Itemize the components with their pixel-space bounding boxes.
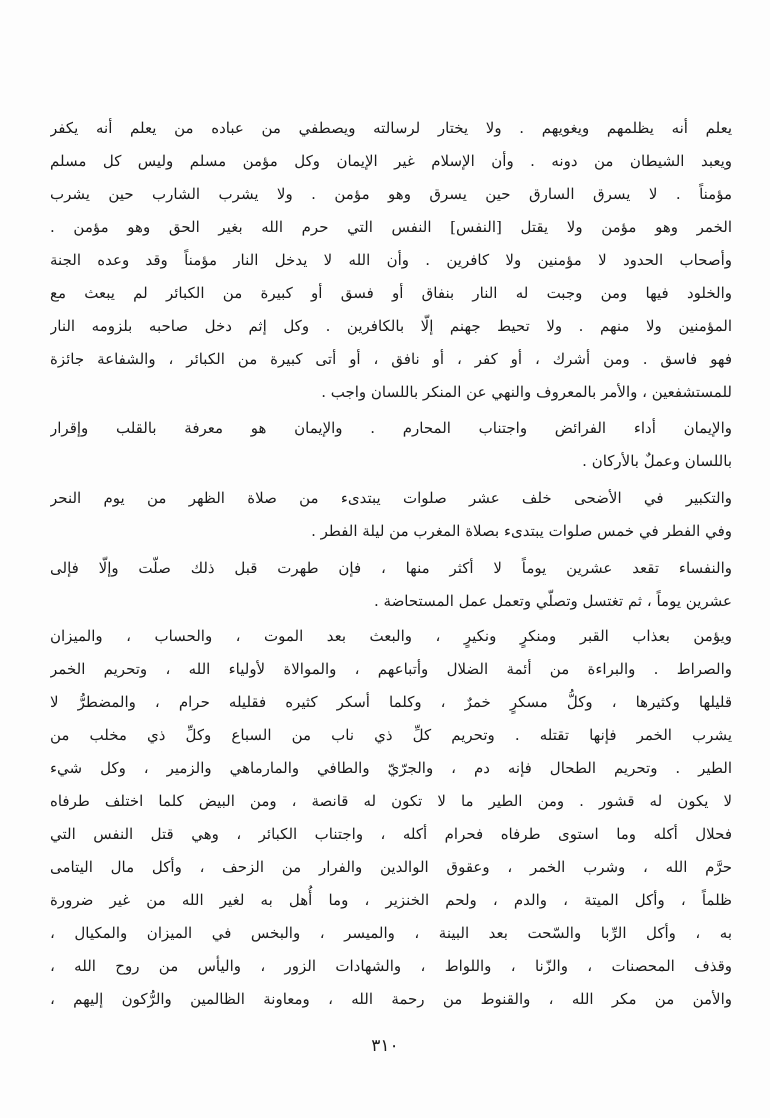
- text-line: لا يكون له قشور . ومن الطير ما لا تكون له قانصة ، ومن البيض كلما اختلف طرفاه: [50, 792, 732, 810]
- text-line: فحلال أكله وما استوى طرفاه فحرام أكله ، واجتناب الكبائر ، وهي قتل النفس التي: [50, 825, 732, 843]
- text-line: ويؤمن بعذاب القبر ومنكرٍ ونكيرٍ ، والبعث بعد الموت ، والحساب ، والميزان: [50, 627, 732, 645]
- text-line: والأمن من مكر الله ، والقنوط من رحمة الله ، ومعاونة الظالمين والرُّكون إليهم ،: [50, 990, 732, 1008]
- paragraph-5: [50, 620, 732, 1016]
- text-line: وقذف المحصنات ، والزّنا ، واللواط ، والشهادات الزور ، واليأس من روح الله ،: [50, 957, 732, 975]
- text-line: حرَّم الله ، وشرب الخمر ، وعقوق الوالدين والفرار من الزحف ، وأكل مال اليتامى: [50, 858, 732, 876]
- text-line: فهو فاسق . ومن أشرك ، أو كفر ، أو نافق ، أو أتى كبيرة من الكبائر ، والشفاعة جائزة: [50, 350, 732, 368]
- text-line: وأصحاب الحدود لا مؤمنين ولا كافرين . وأن الله لا يدخل النار مؤمناً وقد وعده الجنة: [50, 251, 732, 269]
- text-line: ويعبد الشيطان من دونه . وأن الإسلام غير الإيمان وكل مؤمن مسلم وليس كل مسلم: [50, 152, 732, 170]
- text-line: والنفساء تقعد عشرين يوماً لا أكثر منها ، فإن طهرت قبل ذلك صلّت وإلّا فإلى: [50, 559, 732, 577]
- text-line: والصراط . والبراءة من أئمة الضلال وأتباعهم ، والموالاة لأولياء الله ، وتحريم الخمر: [50, 660, 732, 678]
- text-line: مؤمناً . لا يسرق السارق حين يسرق وهو مؤمن . ولا يشرب الشارب حين يشرب: [50, 185, 732, 203]
- text-line: والإيمان أداء الفرائض واجتناب المحارم . والإيمان هو معرفة بالقلب وإقرار: [50, 419, 732, 437]
- paragraph-3: [50, 482, 732, 548]
- text-line: يعلم أنه يظلمهم ويغويهم . ولا يختار لرسالته ويصطفي من عباده من يعلم أنه يكفر: [50, 119, 732, 137]
- paragraph-2: [50, 412, 732, 478]
- text-line: والتكبير في الأضحى خلف عشر صلوات يبتدىء من صلاة الظهر من يوم النحر: [50, 489, 732, 507]
- text-line: قليلها وكثيرها ، وكلُّ مسكرٍ خمرٌ ، وكلما أسكر كثيره فقليله حرام ، والمضطرُّ لا: [50, 693, 732, 711]
- page-number: ٣١٠: [371, 1036, 399, 1056]
- text-line: عشرين يوماً ، ثم تغتسل وتصلّي وتعمل عمل المستحاضة .: [373, 592, 732, 610]
- text-line: به ، وأكل الرِّبا والسّحت بعد البينة ، والميسر ، والبخس في الميزان والمكيال ،: [50, 924, 732, 942]
- text-line: الخمر وهو مؤمن ولا يقتل [النفس] النفس التي حرم الله بغير الحق وهو مؤمن .: [50, 218, 732, 236]
- paragraph-1: [50, 112, 732, 409]
- text-line: ظلماً ، وأكل الميتة ، والدم ، ولحم الخنزير ، وما أُهل به لغير الله من غير ضرورة: [50, 891, 732, 909]
- text-line: باللسان وعملٌ بالأركان .: [582, 452, 732, 470]
- text-line: وفي الفطر في خمس صلوات يبتدىء بصلاة المغرب من ليلة الفطر .: [311, 522, 732, 540]
- text-line: المؤمنين ولا منهم . ولا تحيط جهنم إلّا بالكافرين . وكل إثم دخل صاحبه بلزومه النار: [50, 317, 732, 335]
- paragraph-4: [50, 552, 732, 618]
- text-line: الطير . وتحريم الطحال فإنه دم ، والجرّيّ والطافي والمارماهي والزمير ، وكل شيء: [50, 759, 732, 777]
- text-line: للمستشفعين ، والأمر بالمعروف والنهي عن المنكر باللسان واجب .: [321, 383, 732, 401]
- text-line: يشرب الخمر فإنها تقتله . وتحريم كلِّ ذي ناب من السباع وكلِّ ذي مخلب من: [50, 726, 732, 744]
- text-line: والخلود فيها ومن وجبت له النار بنفاق أو فسق أو كبيرة من الكبائر لم يبعث مع: [50, 284, 732, 302]
